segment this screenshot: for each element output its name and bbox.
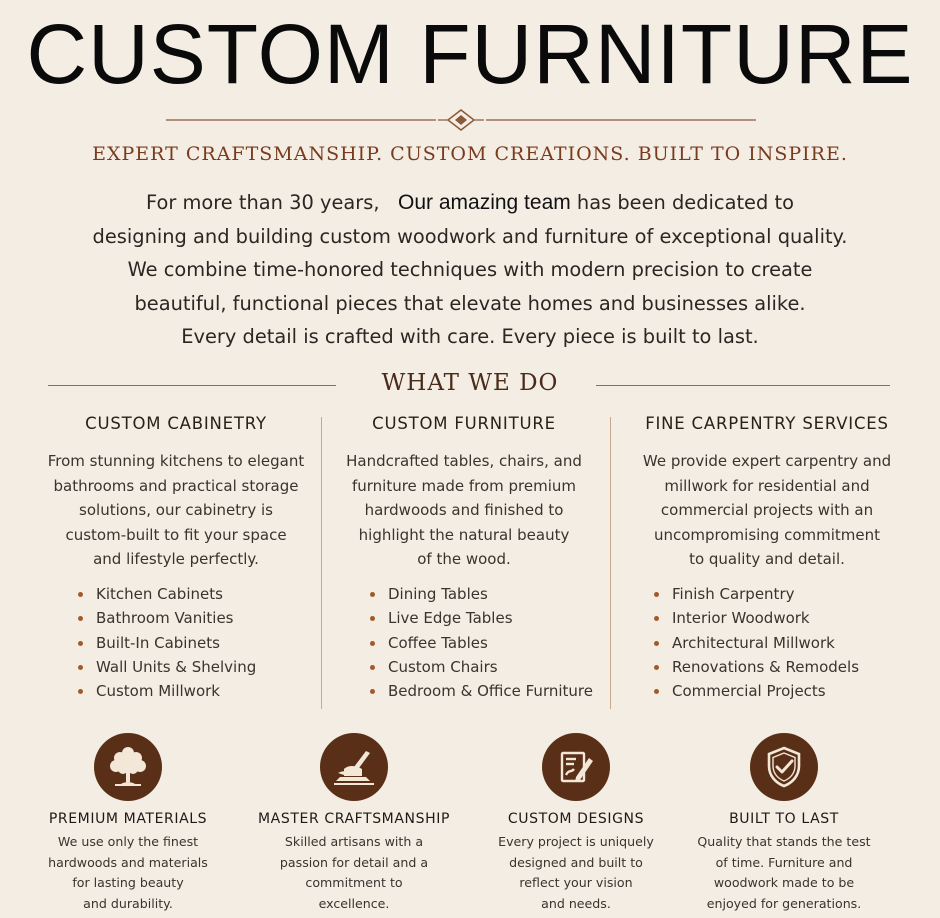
service-list (76, 582, 318, 703)
bullet-icon (654, 665, 659, 670)
feature-description (18, 832, 238, 914)
feature-description (466, 832, 686, 914)
intro-line-1 (30, 186, 910, 220)
list-item-label: Bathroom Vanities (96, 609, 234, 628)
list-item-label: Interior Woodwork (672, 609, 810, 628)
brand-name: Our amazing team (398, 191, 571, 214)
list-item-label: Live Edge Tables (388, 609, 513, 628)
feature-text-line: and needs. (541, 895, 611, 911)
feature-master-craftsmanship (244, 733, 464, 914)
bullet-icon (78, 592, 83, 597)
bullet-icon (370, 592, 375, 597)
feature-text-line: for lasting beauty (72, 875, 184, 890)
page-title: CUSTOM FURNITURE (26, 7, 914, 101)
bullet-icon (78, 641, 83, 646)
feature-text-line: Every project is uniquely (498, 834, 654, 849)
intro-line-1-end: has been dedicated to (576, 191, 794, 214)
description-line: bathrooms and practical storage (53, 476, 299, 495)
feature-title: BUILT TO LAST (729, 811, 839, 827)
bullet-icon (78, 616, 83, 621)
service-column-cabinetry (34, 414, 318, 703)
list-item (652, 655, 920, 679)
description-line: We provide expert carpentry and (642, 452, 892, 470)
column-divider (610, 417, 611, 709)
description-line: custom-built to fit your space (65, 525, 287, 544)
feature-description (244, 832, 464, 914)
description-line: Handcrafted tables, chairs, and (346, 452, 582, 470)
list-item (652, 606, 920, 630)
list-item-label: Renovations & Remodels (672, 657, 860, 676)
list-item-label: Dining Tables (388, 584, 488, 603)
bullet-icon (654, 689, 659, 694)
list-item (76, 582, 318, 606)
feature-text-line: Quality that stands the test (697, 834, 871, 849)
feature-text-line: reflect your vision (519, 875, 633, 890)
column-title: CUSTOM FURNITURE (372, 414, 556, 433)
design-pencil-icon (542, 733, 610, 801)
list-item-label: Wall Units & Shelving (96, 657, 257, 676)
feature-custom-designs (466, 733, 686, 914)
description-line: and lifestyle perfectly. (93, 550, 259, 569)
bullet-icon (78, 665, 83, 670)
list-item-label: Coffee Tables (388, 633, 488, 652)
service-list (652, 582, 920, 703)
list-item (652, 679, 920, 703)
list-item (368, 631, 604, 655)
tagline: EXPERT CRAFTSMANSHIP. CUSTOM CREATIONS. BUILT TO INSPIRE. (92, 143, 848, 165)
feature-text-line: Skilled artisans with a (284, 834, 424, 849)
list-item-label: Commercial Projects (672, 682, 826, 701)
description-line: of the wood. (417, 550, 511, 569)
service-column-furniture (324, 414, 604, 703)
description-line: furniture made from premium (351, 476, 577, 495)
feature-text-line: designed and built to (509, 854, 643, 870)
list-item (76, 631, 318, 655)
list-item-label: Bedroom & Office Furniture (388, 682, 593, 701)
column-description (614, 449, 920, 572)
feature-text-line: excellence. (318, 895, 390, 911)
feature-premium-materials (18, 733, 238, 914)
feature-text-line: hardwoods and materials (48, 854, 208, 870)
list-item (368, 606, 604, 630)
feature-title: MASTER CRAFTSMANSHIP (258, 811, 450, 827)
description-line: millwork for residential and (664, 476, 870, 495)
feature-title: PREMIUM MATERIALS (48, 811, 208, 827)
intro-line-3: We combine time-honored techniques with modern precision to create (127, 258, 813, 281)
list-item-label: Finish Carpentry (672, 584, 795, 603)
list-item (368, 679, 604, 703)
list-item (368, 582, 604, 606)
column-title: CUSTOM CABINETRY (85, 414, 267, 433)
feature-text-line: woodwork made to be (713, 875, 855, 890)
intro-line-2: designing and building custom woodwork and furniture of exceptional quality. (92, 224, 848, 248)
feature-text-line: of time. Furniture and (715, 854, 853, 870)
list-item-label: Kitchen Cabinets (96, 584, 223, 603)
feature-description (674, 832, 894, 914)
section-title: WHAT WE DO (381, 370, 559, 396)
bullet-icon (370, 641, 375, 646)
bullet-icon (370, 616, 375, 621)
bullet-icon (654, 592, 659, 597)
feature-text-line: passion for detail and a (279, 854, 429, 870)
description-line: uncompromising commitment (653, 525, 881, 544)
service-column-carpentry (614, 414, 920, 703)
column-title: FINE CARPENTRY SERVICES (645, 414, 889, 433)
bullet-icon (370, 665, 375, 670)
list-item-label: Custom Chairs (388, 657, 498, 676)
column-divider (321, 417, 322, 709)
intro-line-5: Every detail is crafted with care. Every piece is built to last. (181, 325, 759, 348)
feature-text-line: commitment to (305, 875, 403, 890)
shield-check-icon (750, 733, 818, 801)
list-item (76, 606, 318, 630)
list-item (76, 655, 318, 679)
feature-text-line: We use only the finest (57, 834, 199, 849)
wood-plane-icon (320, 733, 388, 801)
description-line: From stunning kitchens to elegant (47, 452, 305, 470)
feature-text-line: enjoyed for generations. (706, 895, 862, 911)
description-line: solutions, our cabinetry is (79, 501, 273, 520)
description-line: commercial projects with an (660, 501, 874, 520)
column-description (34, 449, 318, 572)
list-item (368, 655, 604, 679)
description-line: highlight the natural beauty (358, 525, 570, 544)
feature-title: CUSTOM DESIGNS (507, 811, 645, 827)
list-item (652, 582, 920, 606)
intro-paragraph (30, 186, 910, 354)
intro-line-1-start: For more than 30 years, (146, 191, 380, 214)
bullet-icon (370, 689, 375, 694)
divider-ornament (166, 108, 756, 132)
list-item (652, 631, 920, 655)
list-item-label: Built-In Cabinets (96, 633, 220, 652)
list-item-label: Architectural Millwork (672, 633, 835, 652)
intro-line-4: beautiful, functional pieces that elevate homes and businesses alike. (134, 291, 806, 315)
feature-text-line: and durability. (83, 895, 173, 911)
description-line: hardwoods and finished to (364, 501, 564, 520)
column-description (324, 449, 604, 572)
service-list (368, 582, 604, 703)
description-line: to quality and detail. (689, 550, 845, 569)
bullet-icon (654, 616, 659, 621)
bullet-icon (654, 641, 659, 646)
tree-icon (94, 733, 162, 801)
list-item-label: Custom Millwork (96, 682, 220, 701)
feature-built-to-last (674, 733, 894, 914)
list-item (76, 679, 318, 703)
bullet-icon (78, 689, 83, 694)
